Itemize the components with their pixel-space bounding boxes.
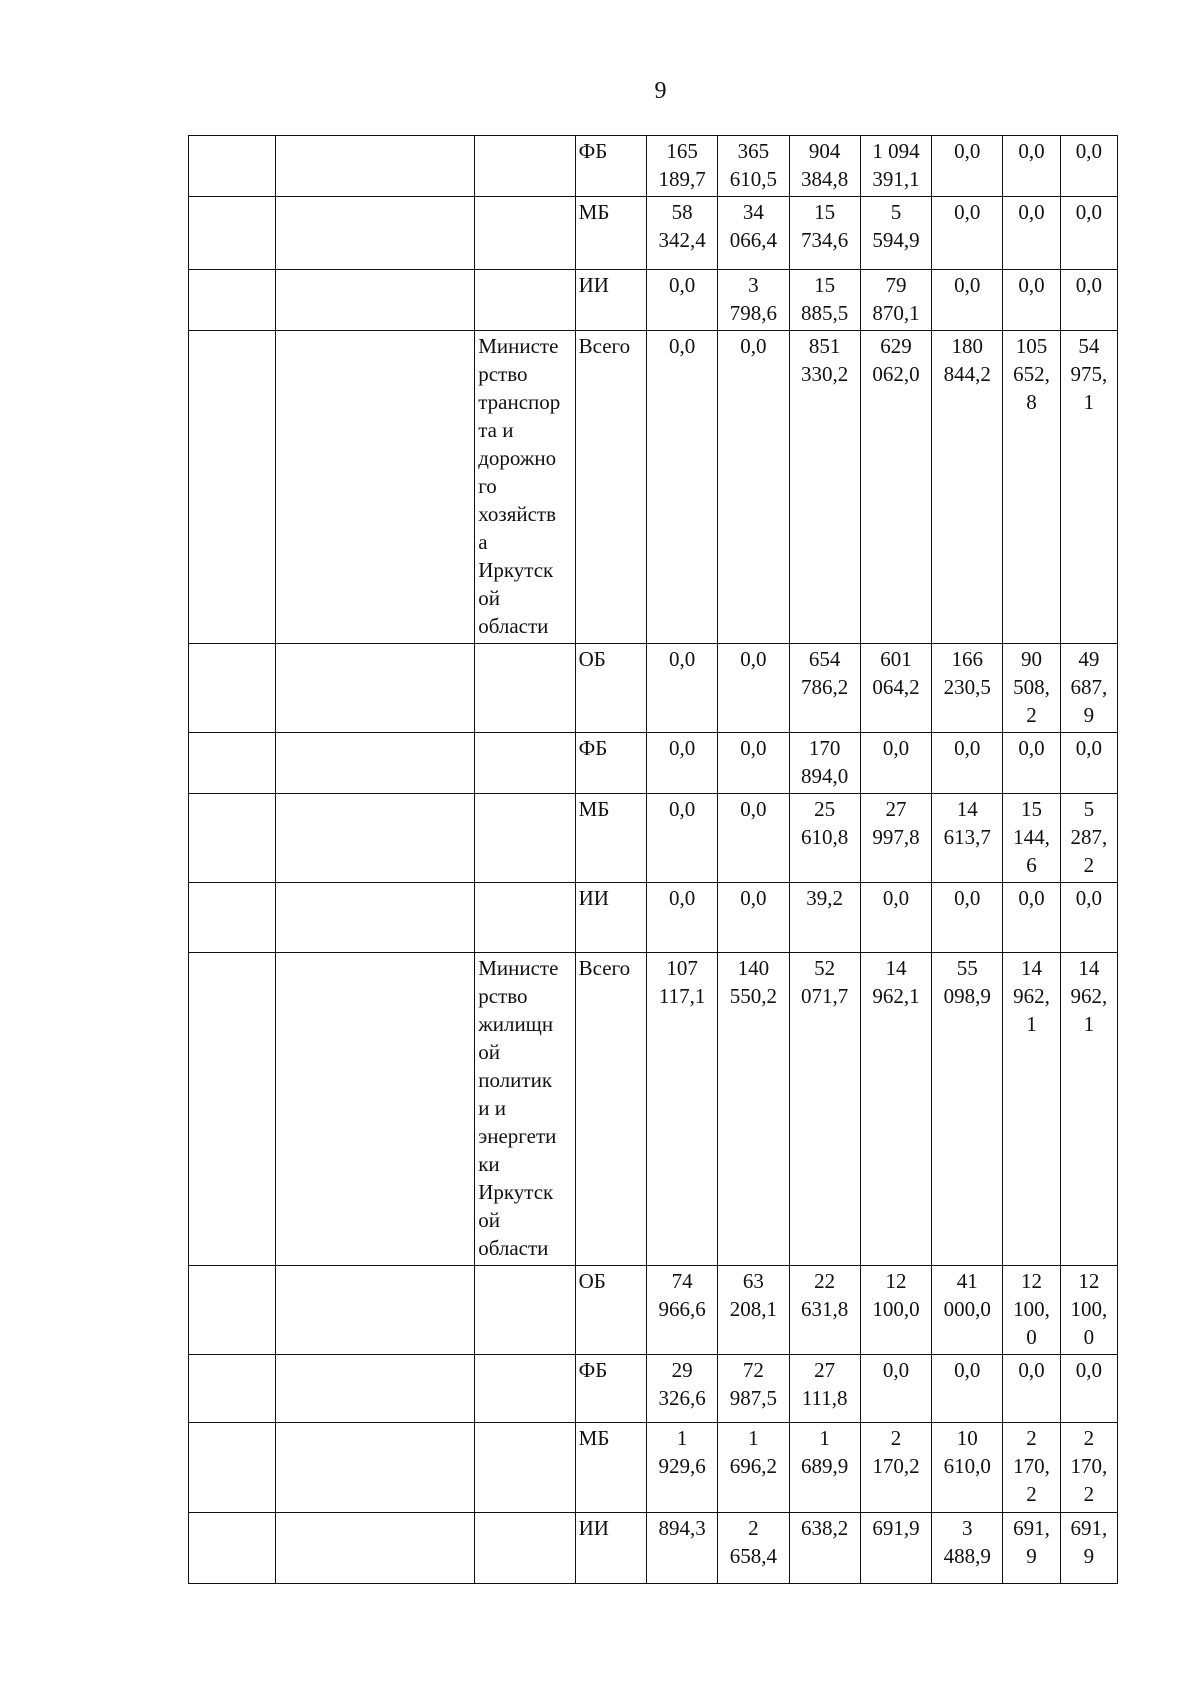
value-cell-year-3: 25 610,8: [789, 794, 860, 883]
measure-name-cell: [276, 1513, 475, 1584]
value-cell-year-5: 0,0: [932, 733, 1003, 794]
value-cell-year-7: 0,0: [1060, 1355, 1117, 1423]
value-cell-year-4: 12 100,0: [860, 1266, 931, 1355]
value-cell-year-5: 180 844,2: [932, 331, 1003, 644]
value-cell-year-1: 0,0: [646, 270, 717, 331]
value-cell-year-2: 0,0: [718, 794, 789, 883]
funding-source-cell: МБ: [575, 197, 646, 270]
row-number-cell: [189, 136, 276, 197]
value-cell-year-6: 691, 9: [1003, 1513, 1060, 1584]
measure-name-cell: [276, 270, 475, 331]
value-cell-year-3: 638,2: [789, 1513, 860, 1584]
value-cell-year-5: 0,0: [932, 1355, 1003, 1423]
table-row: [189, 953, 1118, 1266]
value-cell-year-2: 0,0: [718, 883, 789, 953]
value-cell-year-1: 0,0: [646, 331, 717, 644]
value-cell-year-1: 1 929,6: [646, 1423, 717, 1513]
measure-name-cell: [276, 883, 475, 953]
executor-cell: [475, 270, 575, 331]
executor-cell: [475, 644, 575, 733]
table-row: [189, 136, 1118, 197]
value-cell-year-3: 1 689,9: [789, 1423, 860, 1513]
value-cell-year-5: 14 613,7: [932, 794, 1003, 883]
value-cell-year-7: 2 170, 2: [1060, 1423, 1117, 1513]
value-cell-year-3: 27 111,8: [789, 1355, 860, 1423]
funding-source-cell: ОБ: [575, 1266, 646, 1355]
table-row: [189, 1423, 1118, 1513]
funding-source-cell: ИИ: [575, 270, 646, 331]
value-cell-year-6: 0,0: [1003, 883, 1060, 953]
measure-name-cell: [276, 136, 475, 197]
executor-cell: [475, 1266, 575, 1355]
value-cell-year-4: 0,0: [860, 733, 931, 794]
value-cell-year-7: 0,0: [1060, 883, 1117, 953]
value-cell-year-7: 49 687, 9: [1060, 644, 1117, 733]
measure-name-cell: [276, 331, 475, 644]
table-row: [189, 1355, 1118, 1423]
value-cell-year-5: 3 488,9: [932, 1513, 1003, 1584]
row-number-cell: [189, 197, 276, 270]
table-row: [189, 331, 1118, 644]
row-number-cell: [189, 794, 276, 883]
value-cell-year-5: 0,0: [932, 197, 1003, 270]
row-number-cell: [189, 1355, 276, 1423]
value-cell-year-5: 0,0: [932, 270, 1003, 331]
funding-source-cell: ОБ: [575, 644, 646, 733]
table-row: [189, 883, 1118, 953]
value-cell-year-3: 39,2: [789, 883, 860, 953]
value-cell-year-2: 0,0: [718, 331, 789, 644]
value-cell-year-4: 27 997,8: [860, 794, 931, 883]
value-cell-year-3: 15 734,6: [789, 197, 860, 270]
row-number-cell: [189, 1423, 276, 1513]
value-cell-year-4: 1 094 391,1: [860, 136, 931, 197]
value-cell-year-4: 14 962,1: [860, 953, 931, 1266]
value-cell-year-5: 55 098,9: [932, 953, 1003, 1266]
value-cell-year-4: 5 594,9: [860, 197, 931, 270]
funding-source-cell: ФБ: [575, 733, 646, 794]
value-cell-year-1: 0,0: [646, 644, 717, 733]
value-cell-year-4: 601 064,2: [860, 644, 931, 733]
value-cell-year-6: 14 962, 1: [1003, 953, 1060, 1266]
executor-cell: [475, 733, 575, 794]
value-cell-year-2: 34 066,4: [718, 197, 789, 270]
value-cell-year-1: 0,0: [646, 794, 717, 883]
value-cell-year-2: 365 610,5: [718, 136, 789, 197]
value-cell-year-4: 2 170,2: [860, 1423, 931, 1513]
value-cell-year-2: 63 208,1: [718, 1266, 789, 1355]
funding-source-cell: МБ: [575, 794, 646, 883]
executor-cell: Министе рство транспор та и дорожно го хозяйств а Иркутск ой области: [475, 331, 575, 644]
measure-name-cell: [276, 1355, 475, 1423]
value-cell-year-4: 0,0: [860, 883, 931, 953]
value-cell-year-2: 2 658,4: [718, 1513, 789, 1584]
value-cell-year-7: 0,0: [1060, 733, 1117, 794]
value-cell-year-5: 41 000,0: [932, 1266, 1003, 1355]
value-cell-year-2: 0,0: [718, 644, 789, 733]
value-cell-year-3: 851 330,2: [789, 331, 860, 644]
table-row: [189, 1513, 1118, 1584]
value-cell-year-6: 90 508, 2: [1003, 644, 1060, 733]
value-cell-year-7: 0,0: [1060, 270, 1117, 331]
value-cell-year-7: 691, 9: [1060, 1513, 1117, 1584]
row-number-cell: [189, 1513, 276, 1584]
value-cell-year-6: 0,0: [1003, 733, 1060, 794]
measure-name-cell: [276, 953, 475, 1266]
funding-source-cell: Всего: [575, 953, 646, 1266]
value-cell-year-6: 15 144, 6: [1003, 794, 1060, 883]
value-cell-year-5: 0,0: [932, 136, 1003, 197]
value-cell-year-1: 107 117,1: [646, 953, 717, 1266]
funding-source-cell: ИИ: [575, 883, 646, 953]
value-cell-year-4: 691,9: [860, 1513, 931, 1584]
value-cell-year-5: 0,0: [932, 883, 1003, 953]
table-row: [189, 197, 1118, 270]
row-number-cell: [189, 1266, 276, 1355]
measure-name-cell: [276, 1266, 475, 1355]
table-row: [189, 1266, 1118, 1355]
executor-cell: [475, 883, 575, 953]
value-cell-year-7: 0,0: [1060, 136, 1117, 197]
value-cell-year-6: 0,0: [1003, 197, 1060, 270]
value-cell-year-3: 654 786,2: [789, 644, 860, 733]
value-cell-year-3: 52 071,7: [789, 953, 860, 1266]
value-cell-year-7: 12 100, 0: [1060, 1266, 1117, 1355]
value-cell-year-7: 54 975, 1: [1060, 331, 1117, 644]
funding-source-cell: Всего: [575, 331, 646, 644]
value-cell-year-1: 74 966,6: [646, 1266, 717, 1355]
value-cell-year-5: 10 610,0: [932, 1423, 1003, 1513]
value-cell-year-1: 58 342,4: [646, 197, 717, 270]
row-number-cell: [189, 733, 276, 794]
value-cell-year-1: 29 326,6: [646, 1355, 717, 1423]
value-cell-year-7: 0,0: [1060, 197, 1117, 270]
executor-cell: [475, 1513, 575, 1584]
row-number-cell: [189, 270, 276, 331]
funding-source-cell: ИИ: [575, 1513, 646, 1584]
row-number-cell: [189, 883, 276, 953]
funding-source-cell: ФБ: [575, 136, 646, 197]
value-cell-year-5: 166 230,5: [932, 644, 1003, 733]
measure-name-cell: [276, 733, 475, 794]
executor-cell: [475, 1355, 575, 1423]
executor-cell: [475, 1423, 575, 1513]
table-row: [189, 644, 1118, 733]
funding-source-cell: МБ: [575, 1423, 646, 1513]
value-cell-year-6: 2 170, 2: [1003, 1423, 1060, 1513]
executor-cell: [475, 794, 575, 883]
value-cell-year-2: 140 550,2: [718, 953, 789, 1266]
executor-cell: [475, 197, 575, 270]
page-number: 9: [654, 78, 667, 104]
funding-source-cell: ФБ: [575, 1355, 646, 1423]
value-cell-year-6: 0,0: [1003, 136, 1060, 197]
value-cell-year-3: 904 384,8: [789, 136, 860, 197]
value-cell-year-1: 165 189,7: [646, 136, 717, 197]
budget-table: [188, 135, 1118, 1584]
value-cell-year-2: 72 987,5: [718, 1355, 789, 1423]
row-number-cell: [189, 953, 276, 1266]
table-row: [189, 733, 1118, 794]
value-cell-year-3: 22 631,8: [789, 1266, 860, 1355]
value-cell-year-6: 12 100, 0: [1003, 1266, 1060, 1355]
value-cell-year-2: 0,0: [718, 733, 789, 794]
value-cell-year-6: 0,0: [1003, 270, 1060, 331]
value-cell-year-4: 79 870,1: [860, 270, 931, 331]
measure-name-cell: [276, 1423, 475, 1513]
value-cell-year-4: 629 062,0: [860, 331, 931, 644]
measure-name-cell: [276, 644, 475, 733]
executor-cell: [475, 136, 575, 197]
value-cell-year-7: 14 962, 1: [1060, 953, 1117, 1266]
value-cell-year-7: 5 287, 2: [1060, 794, 1117, 883]
row-number-cell: [189, 331, 276, 644]
value-cell-year-3: 170 894,0: [789, 733, 860, 794]
value-cell-year-6: 0,0: [1003, 1355, 1060, 1423]
measure-name-cell: [276, 197, 475, 270]
value-cell-year-1: 0,0: [646, 733, 717, 794]
value-cell-year-1: 894,3: [646, 1513, 717, 1584]
value-cell-year-3: 15 885,5: [789, 270, 860, 331]
table-row: [189, 794, 1118, 883]
value-cell-year-1: 0,0: [646, 883, 717, 953]
value-cell-year-4: 0,0: [860, 1355, 931, 1423]
measure-name-cell: [276, 794, 475, 883]
value-cell-year-2: 1 696,2: [718, 1423, 789, 1513]
executor-cell: Министе рство жилищн ой политик и и энергети ки Иркутск ой области: [475, 953, 575, 1266]
value-cell-year-6: 105 652, 8: [1003, 331, 1060, 644]
value-cell-year-2: 3 798,6: [718, 270, 789, 331]
table-row: [189, 270, 1118, 331]
row-number-cell: [189, 644, 276, 733]
